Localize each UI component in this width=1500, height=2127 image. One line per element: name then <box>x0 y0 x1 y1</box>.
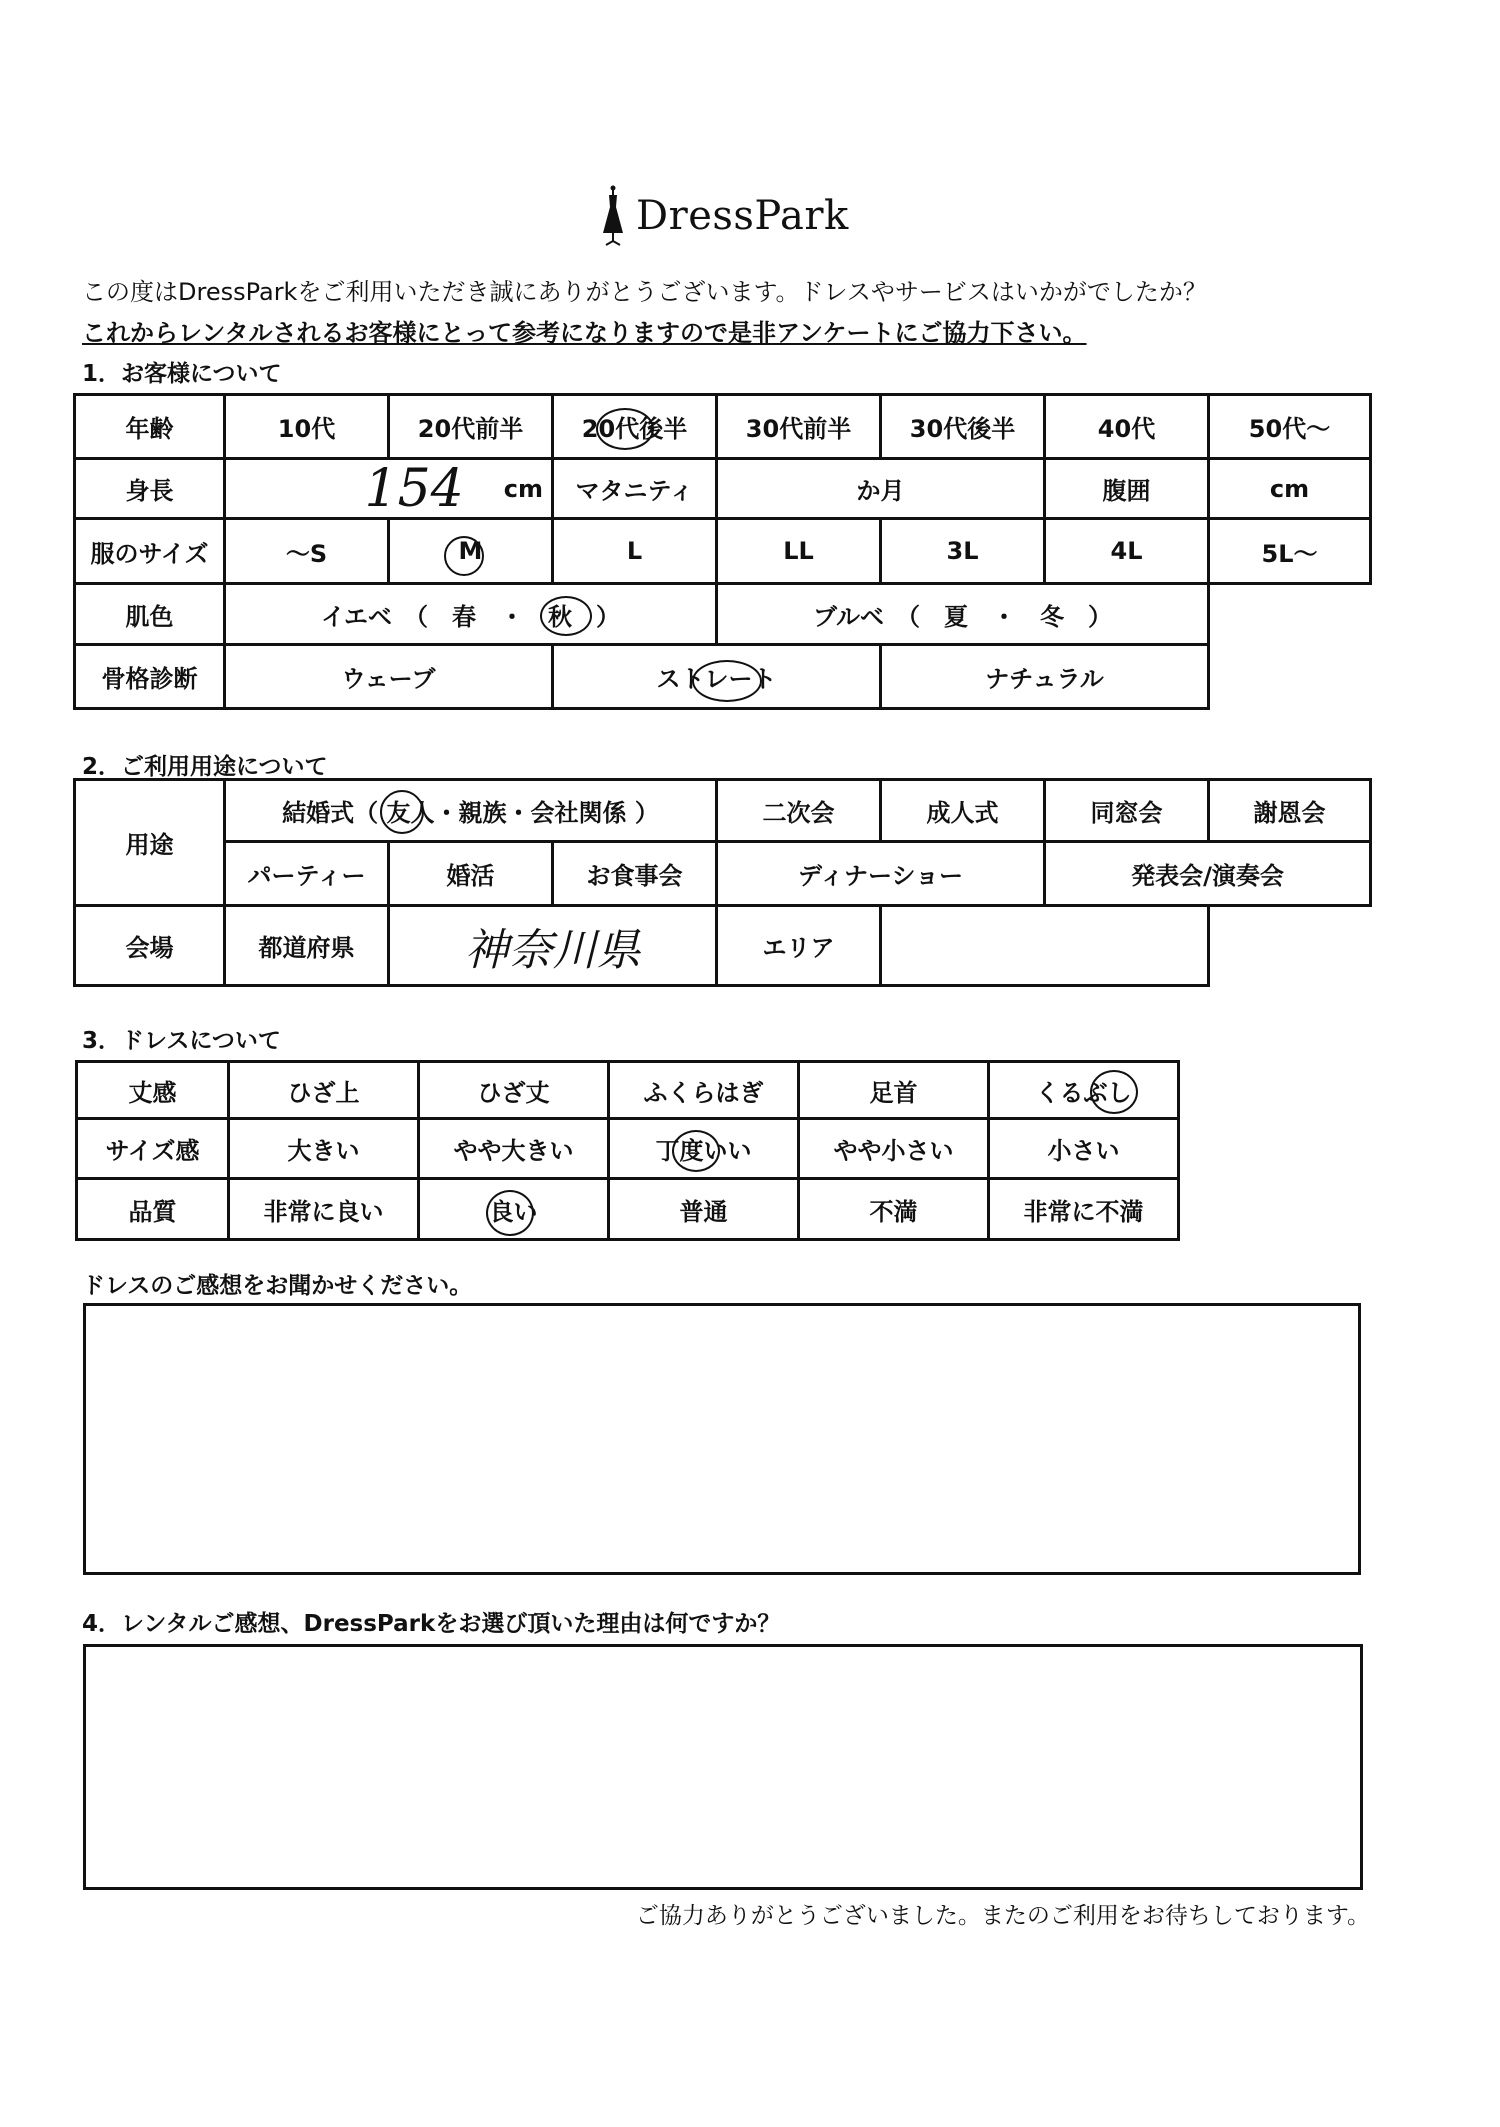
purpose-wedding-label: 結婚式（ 友人・親族・会社関係 ） <box>282 799 659 827</box>
dress-option-label: やや小さい <box>833 1137 954 1165</box>
height-field[interactable] <box>223 457 554 520</box>
age-option-label: 10代 <box>277 415 336 443</box>
dress-option-label: ひざ上 <box>287 1078 360 1107</box>
dress-option-label: ひざ丈 <box>477 1078 550 1107</box>
dress-comment-box[interactable] <box>83 1303 1361 1575</box>
dress-option[interactable] <box>607 1177 800 1241</box>
maternity-months-label: か月 <box>856 477 905 505</box>
quality-selected-mark <box>486 1190 534 1236</box>
frame-option-label: ウェーブ <box>341 665 436 693</box>
size-option[interactable] <box>223 517 390 585</box>
dress-option-label: 良い <box>489 1197 538 1226</box>
intro-request: これからレンタルされるお客様にとって参考になりますので是非アンケートにご協力下さい。 <box>82 319 1087 347</box>
section1-title: 1．お客様について <box>82 361 282 387</box>
purpose-option[interactable] <box>387 840 554 907</box>
brand-name: DressPark <box>636 193 849 239</box>
age-option[interactable] <box>1043 393 1210 460</box>
venue-label-label: 会場 <box>125 934 174 962</box>
dress-row-label-label: 丈感 <box>128 1078 177 1107</box>
dress-option-label: 大きい <box>287 1137 360 1165</box>
height-label <box>73 457 226 520</box>
purpose-option[interactable] <box>879 778 1046 843</box>
size-option[interactable] <box>879 517 1046 585</box>
frame-option-label: ストレート <box>656 665 777 693</box>
age-option[interactable] <box>1207 393 1372 460</box>
size-option-label: 3L <box>946 537 979 565</box>
purpose-option-label: 成人式 <box>926 799 999 827</box>
age-selected-mark <box>596 408 654 450</box>
size-option-label: L <box>626 537 643 565</box>
dress-option[interactable] <box>227 1177 420 1241</box>
dress-option[interactable] <box>607 1060 800 1120</box>
size-label-label: 服のサイズ <box>90 539 209 568</box>
age-option-label: 20代前半 <box>417 415 524 443</box>
purpose-option-label: パーティー <box>247 862 366 890</box>
fit-selected-mark <box>672 1130 720 1172</box>
purpose-label-label: 用途 <box>125 831 174 859</box>
area-label-label: エリア <box>762 934 835 962</box>
prefecture-field[interactable] <box>387 904 718 987</box>
size-label <box>73 517 226 585</box>
dress-option-label: 非常に良い <box>263 1197 384 1226</box>
frame-selected-mark <box>692 660 762 702</box>
purpose-option[interactable] <box>715 778 882 843</box>
purpose-option[interactable] <box>1207 778 1372 843</box>
height-label-label: 身長 <box>125 477 174 505</box>
purpose-option[interactable] <box>715 840 1046 907</box>
age-option-label: 30代前半 <box>745 415 852 443</box>
dress-option-label: 小さい <box>1047 1137 1120 1165</box>
venue-label <box>73 904 226 987</box>
intro-text: この度はDressParkをご利用いただき誠にありがとうございます。ドレスやサービスはいかがでしたか？ <box>82 278 1207 306</box>
waist-field-label: cm <box>1269 474 1310 503</box>
maternity-label-label: マタニティ <box>575 477 694 505</box>
purpose-option[interactable] <box>1043 840 1372 907</box>
dress-option[interactable] <box>987 1177 1180 1241</box>
purpose-option-label: 婚活 <box>446 862 495 890</box>
age-option[interactable] <box>715 393 882 460</box>
skin-blue[interactable] <box>715 582 1210 646</box>
dress-option[interactable] <box>987 1117 1180 1180</box>
rental-comment-box[interactable] <box>83 1644 1363 1890</box>
maternity-label <box>551 457 718 520</box>
age-label <box>73 393 226 460</box>
dress-option[interactable] <box>417 1117 610 1180</box>
section4-title: 4．レンタルご感想、DressParkをお選び頂いた理由は何ですか？ <box>82 1611 781 1637</box>
purpose-label <box>73 778 226 907</box>
prefecture-field-label: 神奈川県 <box>464 924 641 976</box>
brand-logo <box>600 185 849 247</box>
age-option-label: 20代後半 <box>581 415 688 443</box>
skin-label-label: 肌色 <box>125 602 174 631</box>
frame-label-label: 骨格診断 <box>101 665 198 693</box>
purpose-option-label: お食事会 <box>586 862 683 890</box>
frame-option[interactable] <box>223 643 554 710</box>
purpose-option[interactable] <box>223 840 390 907</box>
purpose-option-label: 二次会 <box>762 799 835 827</box>
skin-yellow[interactable] <box>223 582 718 646</box>
dress-option-label: 普通 <box>679 1197 728 1226</box>
age-option[interactable] <box>879 393 1046 460</box>
dress-comment-prompt: ドレスのご感想をお聞かせください。 <box>82 1273 473 1299</box>
size-option[interactable] <box>715 517 882 585</box>
dress-option[interactable] <box>417 1060 610 1120</box>
dress-option[interactable] <box>797 1117 990 1180</box>
purpose-option[interactable] <box>551 840 718 907</box>
dress-option-label: ふくらはぎ <box>643 1078 764 1107</box>
size-option-label: 5L～ <box>1261 539 1318 568</box>
size-option-label: LL <box>783 537 814 565</box>
size-option[interactable] <box>1043 517 1210 585</box>
dress-option[interactable] <box>797 1060 990 1120</box>
section2-title: 2．ご利用用途について <box>82 754 328 780</box>
skin-label <box>73 582 226 646</box>
length-selected-mark <box>1090 1070 1138 1114</box>
prefecture-label-label: 都道府県 <box>258 934 355 962</box>
age-option[interactable] <box>223 393 390 460</box>
rental-comment-text <box>86 1647 1360 1671</box>
dress-option-label: 丁度いい <box>655 1137 752 1165</box>
thanks-footer: ご協力ありがとうございました。またのご利用をお待ちしております。 <box>635 1903 1370 1929</box>
size-option-label: 4L <box>1110 537 1143 565</box>
age-option-label: 40代 <box>1097 415 1156 443</box>
size-option-label: M <box>458 537 483 565</box>
purpose-selected-mark <box>380 790 424 834</box>
dress-option[interactable] <box>227 1117 420 1180</box>
waist-label-label: 腹囲 <box>1102 477 1151 505</box>
age-option[interactable] <box>387 393 554 460</box>
height-unit: cm <box>503 474 543 503</box>
purpose-option-label: 同窓会 <box>1090 799 1163 827</box>
dress-option[interactable] <box>797 1177 990 1241</box>
size-option[interactable] <box>551 517 718 585</box>
area-field[interactable] <box>879 904 1210 987</box>
dress-row-label-label: サイズ感 <box>105 1137 200 1165</box>
skin-yellow-label: イエベ （ 春 ・ 秋 ） <box>320 602 621 631</box>
dress-comment-text <box>86 1306 1358 1330</box>
purpose-option[interactable] <box>1043 778 1210 843</box>
waist-label <box>1043 457 1210 520</box>
age-label-label: 年齢 <box>125 415 174 443</box>
dress-row-label <box>75 1177 230 1241</box>
size-option[interactable] <box>1207 517 1372 585</box>
purpose-option-label: 謝恩会 <box>1253 799 1326 827</box>
purpose-option-label: ディナーショー <box>797 862 964 890</box>
area-label <box>715 904 882 987</box>
dress-option-label: 非常に不満 <box>1023 1197 1144 1226</box>
purpose-wedding[interactable] <box>223 778 718 843</box>
section3-title: 3．ドレスについて <box>82 1028 281 1054</box>
size-option-label: ～S <box>285 539 328 568</box>
age-option-label: 50代～ <box>1248 415 1331 443</box>
prefecture-label <box>223 904 390 987</box>
age-option-label: 30代後半 <box>909 415 1016 443</box>
height-value: 154 <box>364 458 464 519</box>
skin-blue-label: ブルベ （ 夏 ・ 冬 ） <box>812 602 1113 631</box>
dress-option[interactable] <box>987 1060 1180 1120</box>
frame-label <box>73 643 226 710</box>
dress-row-label <box>75 1117 230 1180</box>
size-selected-mark <box>444 536 484 576</box>
dress-option-label: やや大きい <box>453 1137 574 1165</box>
dress-option-label: くるぶし <box>1035 1078 1132 1107</box>
frame-option[interactable] <box>879 643 1210 710</box>
skin-selected-mark <box>540 596 592 636</box>
purpose-option-label: 発表会/演奏会 <box>1131 862 1284 890</box>
dress-option[interactable] <box>227 1060 420 1120</box>
dress-icon <box>600 185 626 247</box>
waist-field[interactable] <box>1207 457 1372 520</box>
dress-row-label-label: 品質 <box>128 1197 177 1226</box>
dress-option-label: 不満 <box>869 1197 918 1226</box>
maternity-months[interactable] <box>715 457 1046 520</box>
frame-option-label: ナチュラル <box>985 665 1104 693</box>
dress-option-label: 足首 <box>869 1078 918 1107</box>
dress-row-label <box>75 1060 230 1120</box>
